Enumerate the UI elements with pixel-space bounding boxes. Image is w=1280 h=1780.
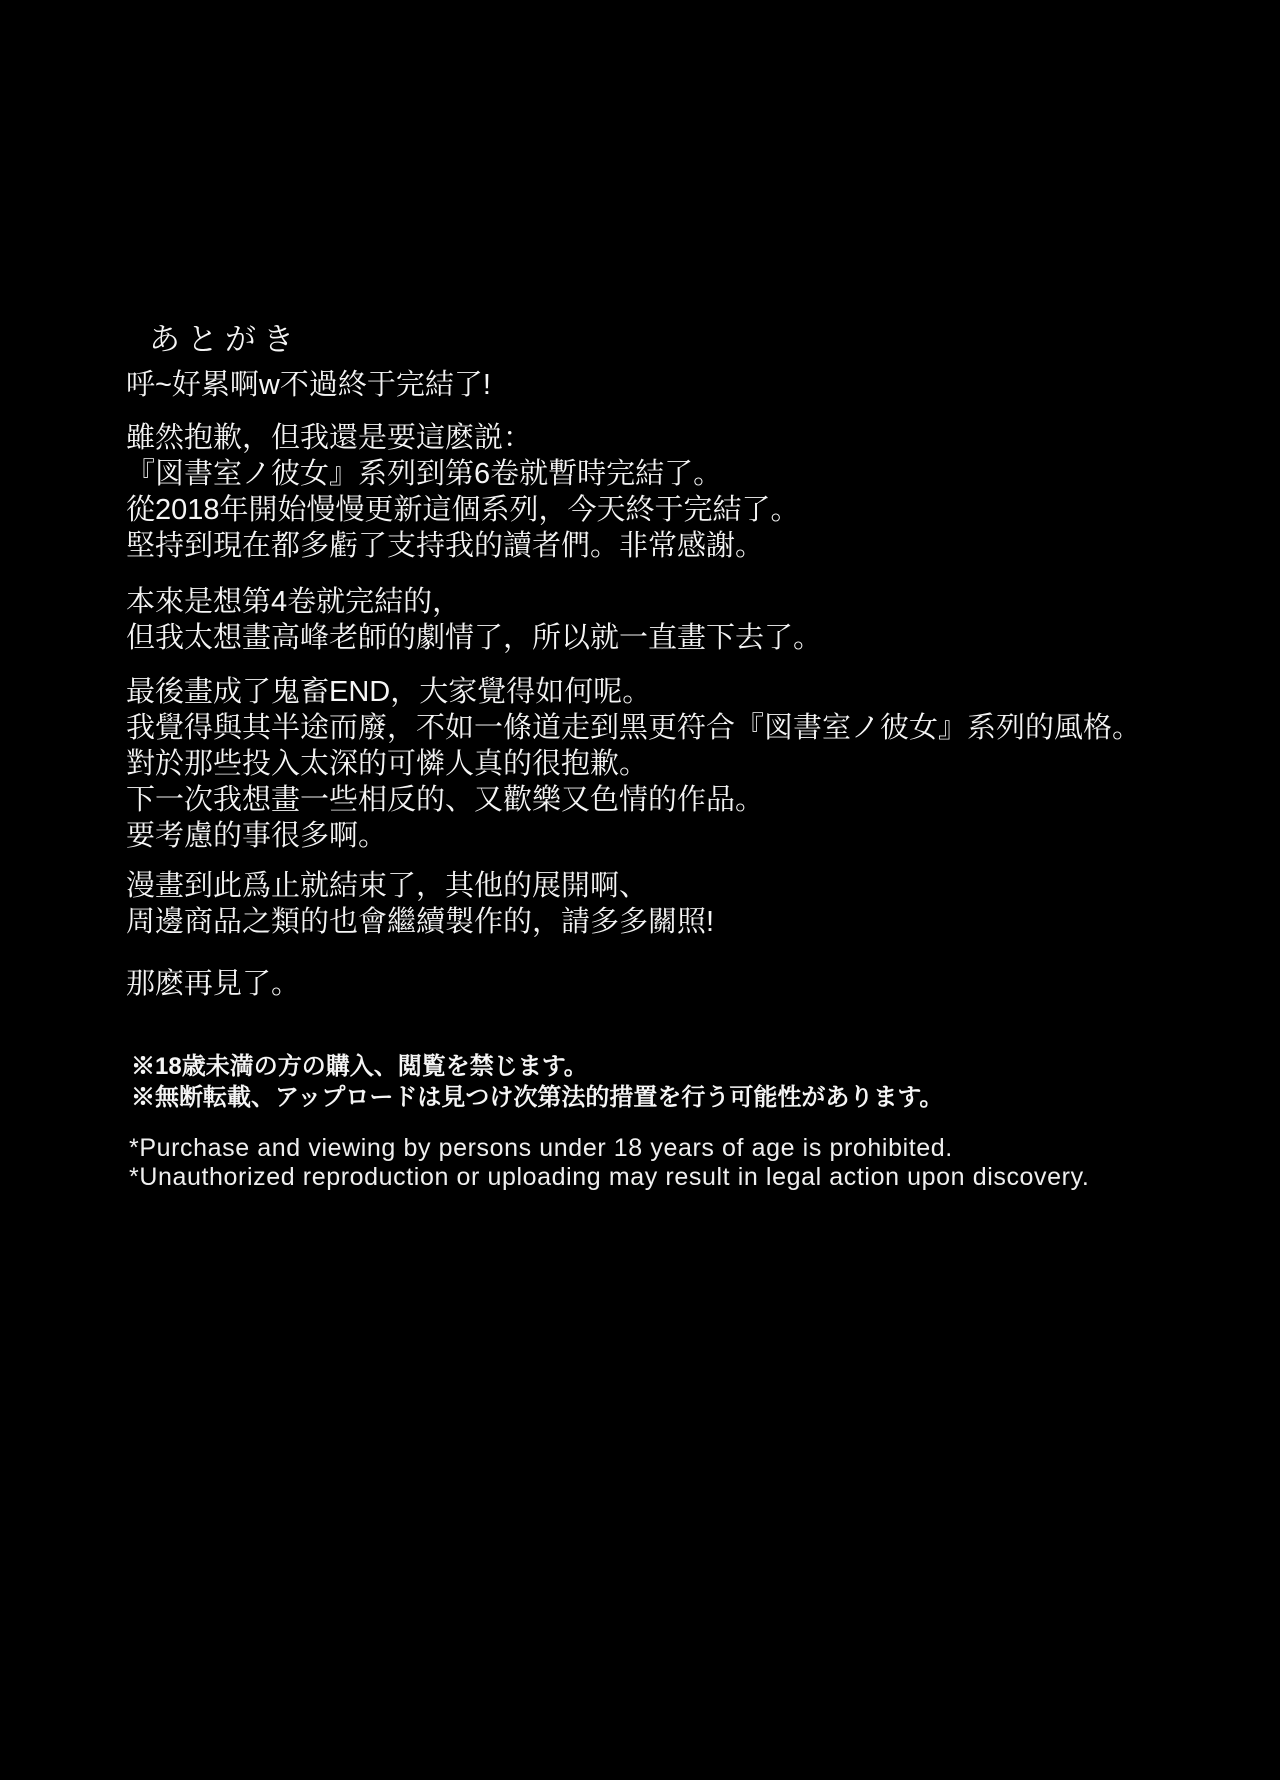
afterword-paragraph-3 (126, 674, 1141, 854)
paragraph-line: 要考慮的事很多啊。 (126, 820, 388, 852)
paragraph-line: 堅持到現在都多虧了支持我的讀者們。非常感謝。 (126, 530, 765, 562)
paragraph-line: 下一次我想畫一些相反的、又歡樂又色情的作品。 (126, 784, 765, 816)
disclaimer-line: ※無断転載、アップロードは見つけ次第法的措置を行う可能性があります。 (131, 1084, 944, 1111)
japanese-disclaimer (131, 1051, 943, 1113)
paragraph-line: 『図書室ノ彼女』系列到第6卷就暫時完結了。 (126, 458, 723, 490)
paragraph-line: 對於那些投入太深的可憐人真的很抱歉。 (126, 748, 649, 780)
paragraph-line: 從2018年開始慢慢更新這個系列，今天終于完結了。 (126, 494, 800, 526)
afterword-farewell-line: 那麽再見了。 (126, 968, 301, 1000)
disclaimer-line: ※18歳未満の方の購入、閲覧を禁じます。 (131, 1053, 588, 1080)
paragraph-line: 漫畫到此爲止就結束了，其他的展開啊、 (126, 870, 649, 902)
paragraph-line: 周邊商品之類的也會繼續製作的，請多多關照! (126, 906, 715, 938)
paragraph-line: 雖然抱歉，但我還是要這麽説： (126, 422, 533, 454)
afterword-paragraph-2 (126, 584, 822, 656)
afterword-paragraph-4 (126, 868, 714, 940)
afterword-title: あとがき (149, 322, 301, 357)
afterword-paragraph-1 (126, 420, 800, 564)
paragraph-line: 我覺得與其半途而廢，不如一條道走到黑更符合『図書室ノ彼女』系列的風格。 (126, 712, 1142, 744)
disclaimer-line: *Purchase and viewing by persons under 18 years of age is prohibited. (129, 1134, 953, 1162)
english-disclaimer (129, 1134, 1089, 1192)
paragraph-line: 但我太想畫高峰老師的劇情了，所以就一直畫下去了。 (126, 622, 823, 654)
disclaimer-line: *Unauthorized reproduction or uploading may result in legal action upon discovery. (129, 1163, 1090, 1191)
paragraph-line: 最後畫成了鬼畜END，大家覺得如何呢。 (126, 676, 652, 708)
afterword-intro-line: 呼~好累啊w不過終于完結了! (126, 369, 491, 401)
paragraph-line: 本來是想第4卷就完結的， (126, 586, 462, 618)
